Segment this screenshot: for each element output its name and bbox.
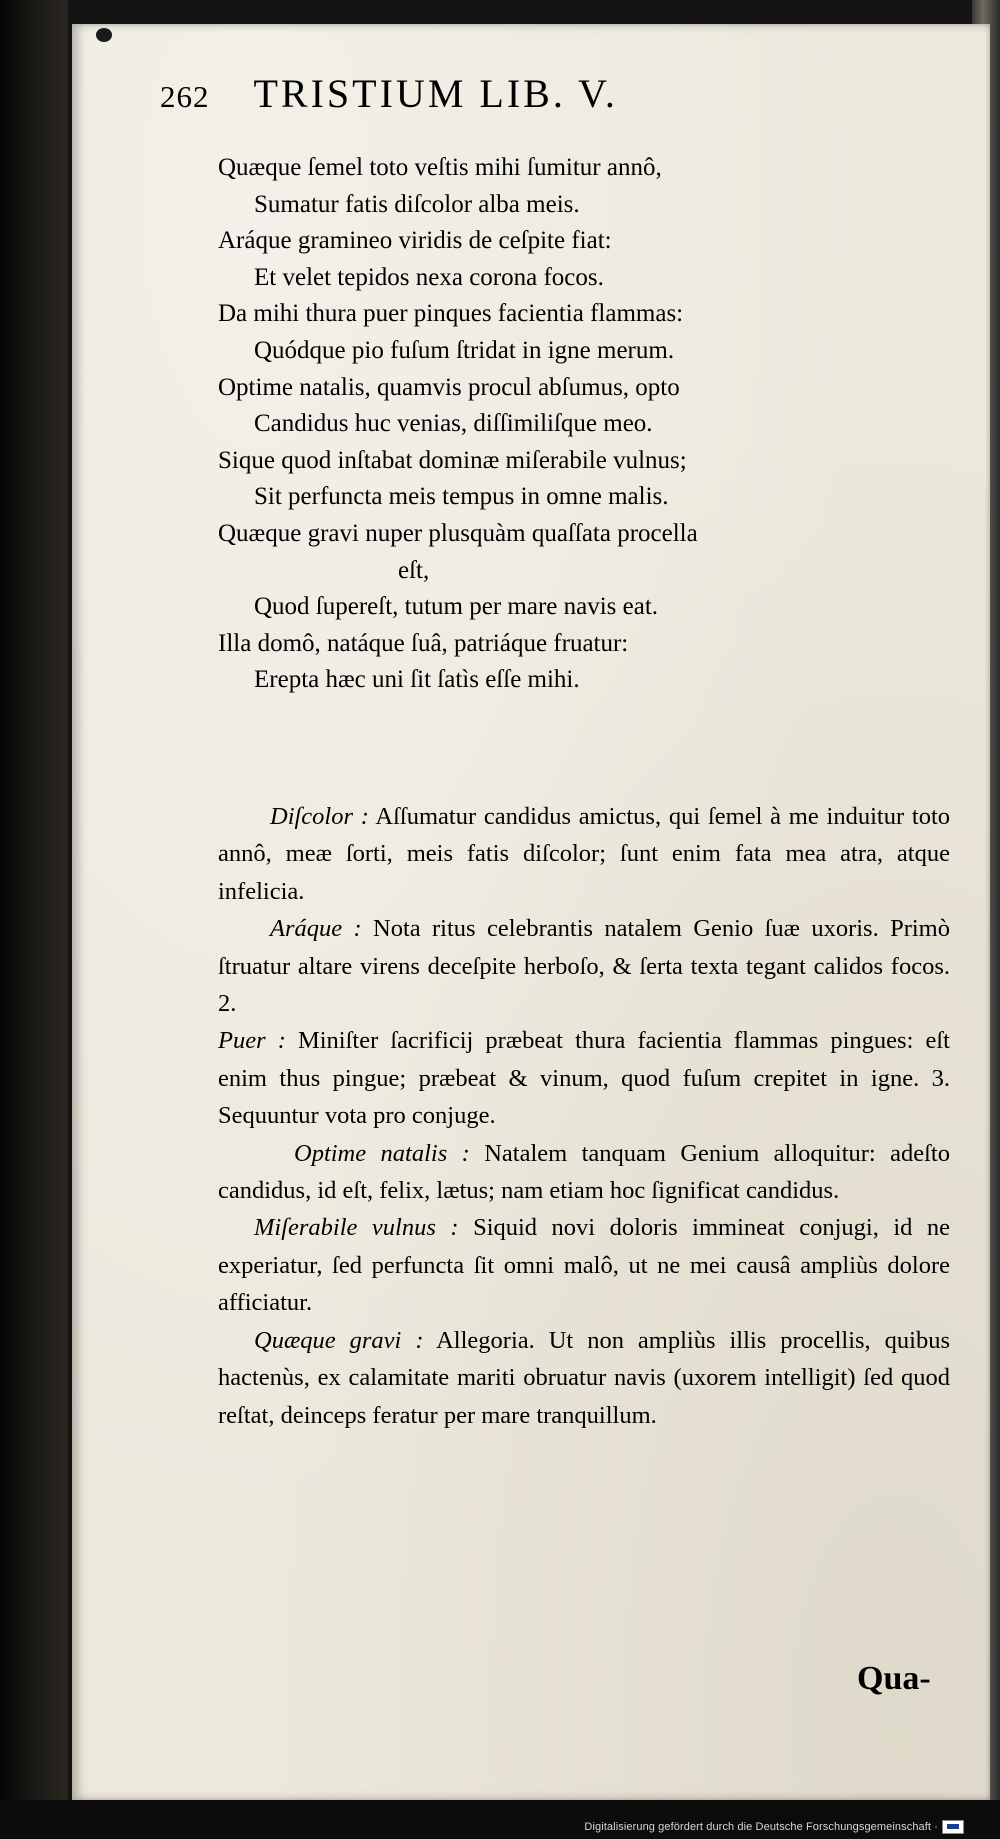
- catchword: Qua-: [857, 1660, 931, 1697]
- commentary-text: Nota ritus celebrantis natalem Genio ſuæ uxoris. Primò ſtruatur altare virens deceſpite herboſo, & ſerta texta tegant calidos focos. 2.: [218, 915, 950, 1018]
- verse-line: Candidus huc venias, diſſimiliſque meo.: [254, 410, 653, 438]
- page-header: [160, 70, 860, 120]
- verse-line: Optime natalis, quamvis procul abſumus, opto: [218, 373, 680, 401]
- verse-block: [218, 150, 918, 699]
- verse-line: Aráque gramineo viridis de ceſpite fiat:: [218, 227, 612, 255]
- commentary-text: Siquid novi doloris immineat conjugi, id ne experiatur, ſed perfuncta ſit omni malô, ut ne mei causâ ampliùs dolore afficiatur.: [218, 1214, 951, 1317]
- verse-line: Et velet tepidos nexa corona focos.: [254, 263, 604, 291]
- commentary-lemma: Miſerabile vulnus :: [254, 1214, 459, 1242]
- commentary-lemma: Puer :: [218, 1027, 286, 1055]
- commentary-lemma: Diſcolor :: [270, 803, 369, 830]
- running-title: TRISTIUM LIB. V.: [253, 71, 618, 116]
- commentary-lemma: Optime natalis :: [294, 1139, 470, 1167]
- page-corner-mark: [96, 28, 112, 42]
- commentary-text: Natalem tanquam Genium alloquitur: adeſto candidus, id eſt, felix, lætus; nam etiam hoc ſignificat candidus.: [218, 1139, 950, 1205]
- commentary-entry: [218, 1209, 950, 1321]
- commentary-lemma: Aráque :: [270, 915, 362, 943]
- commentary-lemma: Quæque gravi :: [254, 1326, 424, 1354]
- verse-line: Da mihi thura puer pinques facientia flammas:: [218, 300, 684, 328]
- scan-left-edge: [0, 0, 68, 1839]
- commentary-block: [218, 798, 950, 1434]
- verse-line: Quæque ſemel toto veſtis mihi ſumitur annô,: [218, 154, 662, 181]
- commentary-entry: [218, 910, 950, 1022]
- verse-line: Erepta hæc uni ſit ſatìs eſſe mihi.: [254, 666, 580, 694]
- verse-line: Quæque gravi nuper plusquàm quaſſata procella: [218, 519, 698, 547]
- verse-line: Sit perfuncta meis tempus in omne malis.: [254, 483, 669, 511]
- commentary-entry: [218, 1022, 950, 1134]
- verse-line: Quódque pio fuſum ſtridat in igne merum.: [254, 336, 675, 364]
- credit-text: Digitalisierung gefördert durch die Deutsche Forschungsgemeinschaft ·: [584, 1821, 938, 1833]
- verse-line: Sumatur fatis diſcolor alba meis.: [254, 190, 580, 218]
- commentary-text: Aſſumatur candidus amictus, qui ſemel à me induitur toto annô, meæ ſorti, meis fatis diſcolor; ſunt enim fata mea atra, atque infelicia.: [218, 803, 950, 905]
- commentary-entry: [218, 1322, 950, 1434]
- commentary-entry: [218, 1135, 950, 1210]
- digitization-credit: [584, 1820, 964, 1834]
- commentary-entry: [218, 798, 950, 910]
- verse-line: Illa domô, natáque ſuâ, patriáque fruatur:: [218, 629, 629, 657]
- dfg-logo-icon: [942, 1820, 964, 1834]
- commentary-text: Miniſter ſacrificij præbeat thura facientia flammas pingues: eſt enim thus pingue; præbeat & vinum, quod fuſum crepitet in igne. 3. Sequuntur vota pro conjuge.: [218, 1027, 950, 1130]
- page-number: 262: [160, 79, 210, 114]
- verse-line: Quod ſupereſt, tutum per mare navis eat.: [254, 593, 659, 621]
- verse-line: Sique quod inſtabat dominæ miſerabile vulnus;: [218, 446, 687, 474]
- commentary-text: Allegoria. Ut non ampliùs illis procellis, quibus hactenùs, ex calamitate mariti obruatur navis (uxorem intelligit) ſed quod reſtat, deinceps feratur per mare tranquillum.: [218, 1326, 950, 1429]
- verse-line-runover: eſt,: [398, 556, 430, 584]
